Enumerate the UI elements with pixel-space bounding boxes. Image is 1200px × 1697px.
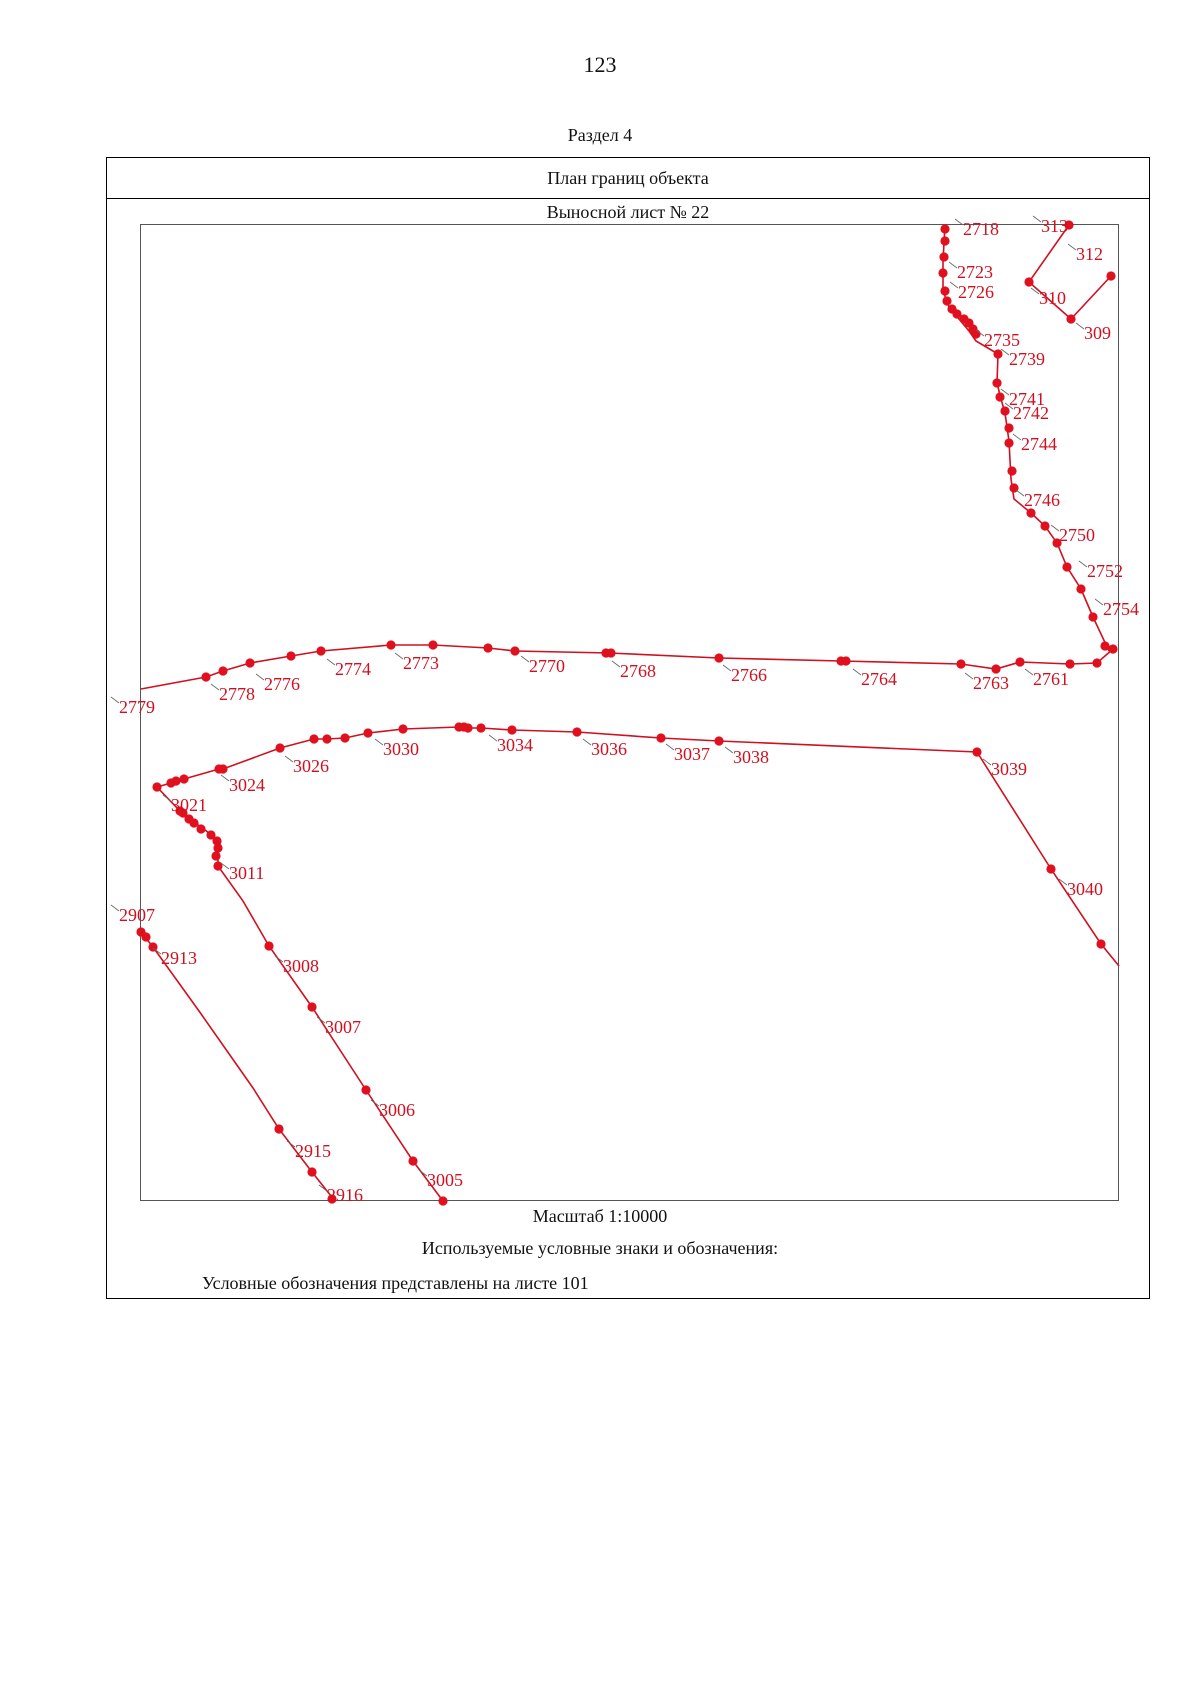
label-leader xyxy=(489,735,497,741)
point-label: 2913 xyxy=(161,948,197,968)
boundary-point xyxy=(438,1196,447,1205)
boundary-point xyxy=(275,743,284,752)
boundary-map xyxy=(119,216,1139,1205)
point-label: 2754 xyxy=(1103,599,1139,619)
point-label: 2764 xyxy=(861,669,897,689)
point-label: 2718 xyxy=(963,219,999,239)
label-leader xyxy=(1095,599,1103,605)
point-label: 3036 xyxy=(591,739,627,759)
point-label: 2744 xyxy=(1021,434,1057,454)
label-leader xyxy=(1025,669,1033,675)
point-label: 2916 xyxy=(327,1185,363,1205)
boundary-point xyxy=(408,1156,417,1165)
map-scale: Масштаб 1:10000 xyxy=(532,1206,668,1226)
point-label: 3030 xyxy=(383,739,419,759)
point-label: 2746 xyxy=(1024,490,1060,510)
boundary-point xyxy=(1062,562,1071,571)
boundary-point xyxy=(309,734,318,743)
boundary-point xyxy=(1092,658,1101,667)
boundary-point xyxy=(1024,277,1033,286)
boundary-point xyxy=(993,349,1002,358)
label-leader xyxy=(521,656,529,662)
boundary-point xyxy=(956,659,965,668)
boundary-point xyxy=(1004,438,1013,447)
boundary-point xyxy=(1088,612,1097,621)
boundary-point xyxy=(363,728,372,737)
boundary-point xyxy=(940,224,949,233)
point-label: 2739 xyxy=(1009,349,1045,369)
sheet-title: Выносной лист № 22 xyxy=(546,202,710,222)
label-leader xyxy=(725,747,733,753)
label-leader xyxy=(395,653,403,659)
point-label: 2915 xyxy=(295,1141,331,1161)
boundary-point xyxy=(995,392,1004,401)
point-label: 309 xyxy=(1084,323,1111,343)
label-leader xyxy=(950,282,958,288)
boundary-point xyxy=(1040,521,1049,530)
label-leader xyxy=(327,659,335,665)
boundary-point xyxy=(361,1085,370,1094)
label-leader xyxy=(211,684,219,690)
point-label: 2742 xyxy=(1013,403,1049,423)
legend-title: Используемые условные знаки и обозначения: xyxy=(421,1238,779,1258)
label-leader xyxy=(1051,525,1059,531)
label-leader xyxy=(666,744,674,750)
boundary-point xyxy=(656,733,665,742)
point-label: 312 xyxy=(1076,244,1103,264)
boundary-point xyxy=(1108,644,1117,653)
boundary-point xyxy=(322,734,331,743)
legend-note: Условные обозначения представлены на листе 101 xyxy=(202,1273,589,1293)
label-leader xyxy=(1016,490,1024,496)
boundary-point xyxy=(940,286,949,295)
boundary-point xyxy=(218,764,227,773)
page-number: 123 xyxy=(583,52,617,77)
point-label: 3026 xyxy=(293,756,329,776)
point-label: 2773 xyxy=(403,653,439,673)
boundary-point xyxy=(1096,939,1105,948)
point-label: 3005 xyxy=(427,1170,463,1190)
boundary-point xyxy=(1007,466,1016,475)
point-label: 3040 xyxy=(1067,879,1103,899)
point-label: 3038 xyxy=(733,747,769,767)
boundary-point xyxy=(940,236,949,245)
point-label: 2761 xyxy=(1033,669,1069,689)
point-label: 3006 xyxy=(379,1100,415,1120)
point-label: 2779 xyxy=(119,697,155,717)
label-leader xyxy=(371,1100,379,1106)
boundary-point xyxy=(1004,423,1013,432)
boundary-point xyxy=(714,736,723,745)
boundary-point xyxy=(340,733,349,742)
boundary-point xyxy=(714,653,723,662)
label-leader xyxy=(1013,434,1021,440)
boundary-point xyxy=(179,774,188,783)
boundary-point xyxy=(507,725,516,734)
boundary-point xyxy=(972,747,981,756)
point-label: 2776 xyxy=(264,674,300,694)
boundary-point xyxy=(141,932,150,941)
label-leader xyxy=(1079,561,1087,567)
boundary-point xyxy=(476,723,485,732)
point-label: 310 xyxy=(1039,288,1066,308)
label-leader xyxy=(221,775,229,781)
boundary-point xyxy=(316,646,325,655)
point-label: 2723 xyxy=(957,262,993,282)
point-label: 2741 xyxy=(1009,389,1045,409)
label-leader xyxy=(1076,323,1084,329)
label-leader xyxy=(256,674,264,680)
point-label: 2735 xyxy=(984,330,1020,350)
point-label: 3024 xyxy=(229,775,265,795)
point-label: 3037 xyxy=(674,744,710,764)
boundary-point xyxy=(386,640,395,649)
boundary-point xyxy=(1066,314,1075,323)
point-label: 2770 xyxy=(529,656,565,676)
map-canvas xyxy=(119,216,1139,1205)
point-label: 2768 xyxy=(620,661,656,681)
point-label: 3008 xyxy=(283,956,319,976)
boundary-point xyxy=(206,830,215,839)
label-leader xyxy=(965,673,973,679)
boundary-point xyxy=(286,651,295,660)
label-leader xyxy=(285,756,293,762)
point-label: 2778 xyxy=(219,684,255,704)
boundary-point xyxy=(942,296,951,305)
label-leader xyxy=(287,1141,295,1147)
point-label: 3021 xyxy=(171,795,207,815)
boundary-point xyxy=(572,727,581,736)
boundary-point xyxy=(1076,584,1085,593)
boundary-point xyxy=(971,329,980,338)
label-leader xyxy=(583,739,591,745)
boundary-point xyxy=(196,824,205,833)
label-leader xyxy=(612,661,620,667)
boundary-point xyxy=(307,1002,316,1011)
label-leader xyxy=(163,795,171,801)
point-label: 2907 xyxy=(119,905,155,925)
label-leader xyxy=(375,739,383,745)
boundary-point xyxy=(264,941,273,950)
boundary-point xyxy=(463,723,472,732)
boundary-point xyxy=(201,672,210,681)
boundary-point xyxy=(1065,659,1074,668)
boundary-point xyxy=(1015,657,1024,666)
boundary-point xyxy=(938,268,947,277)
point-label: 3007 xyxy=(325,1017,361,1037)
boundary-point xyxy=(992,378,1001,387)
section-title: Раздел 4 xyxy=(567,125,633,145)
point-label: 2766 xyxy=(731,665,767,685)
label-leader xyxy=(949,262,957,268)
boundary-point xyxy=(152,782,161,791)
label-leader xyxy=(1068,244,1076,250)
boundary-point xyxy=(510,646,519,655)
label-leader xyxy=(723,665,731,671)
boundary-point xyxy=(606,648,615,657)
boundary-point xyxy=(211,851,220,860)
boundary-point xyxy=(1046,864,1055,873)
point-label: 2763 xyxy=(973,673,1009,693)
point-label: 3034 xyxy=(497,735,533,755)
point-label: 2774 xyxy=(335,659,371,679)
boundary-point xyxy=(841,656,850,665)
boundary-point xyxy=(1100,641,1109,650)
point-label: 2750 xyxy=(1059,525,1095,545)
plan-header: План границ объекта xyxy=(107,158,1149,199)
point-label: 2752 xyxy=(1087,561,1123,581)
boundary-point xyxy=(307,1167,316,1176)
boundary-point xyxy=(218,666,227,675)
boundary-point xyxy=(274,1124,283,1133)
label-leader xyxy=(853,669,861,675)
boundary-point xyxy=(245,658,254,667)
point-label: 313 xyxy=(1041,216,1068,236)
boundary-point xyxy=(171,776,180,785)
boundary-point xyxy=(939,252,948,261)
boundary-point xyxy=(428,640,437,649)
point-label: 3039 xyxy=(991,759,1027,779)
boundary-point xyxy=(398,724,407,733)
boundary-point xyxy=(1106,271,1115,280)
boundary-point xyxy=(483,643,492,652)
point-label: 3011 xyxy=(229,863,265,883)
point-label: 2726 xyxy=(958,282,994,302)
